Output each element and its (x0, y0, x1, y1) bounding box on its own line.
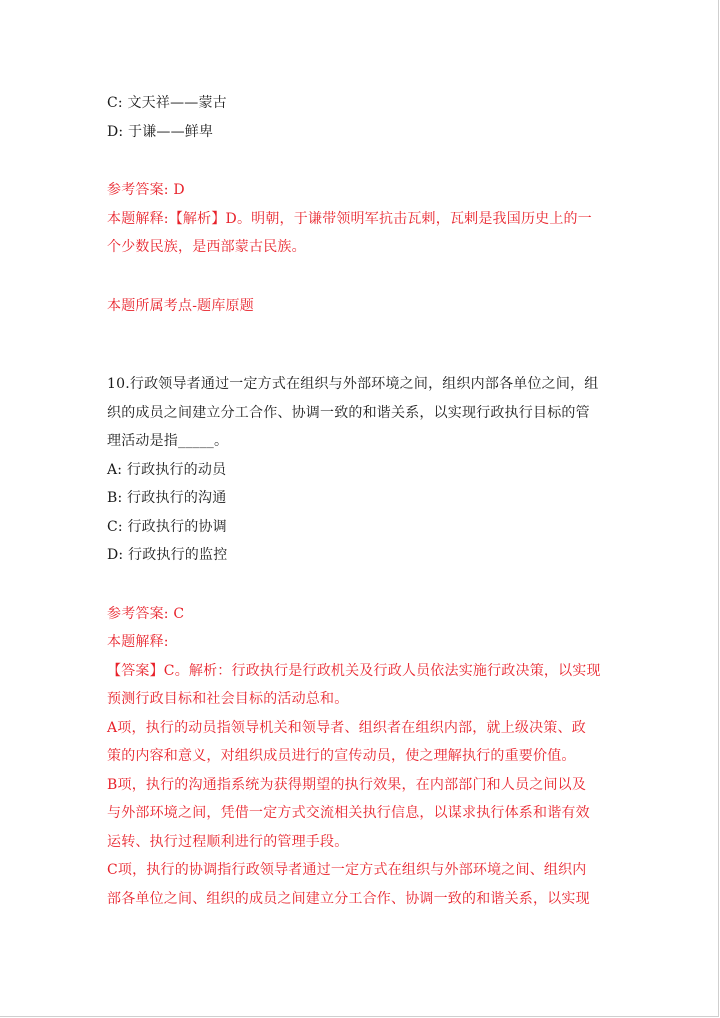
q10-explanation-line-9: 部各单位之间、组织的成员之间建立分工合作、协调一致的和谐关系，以实现 (107, 890, 590, 907)
q10-reference-answer: 参考答案: C (107, 605, 185, 622)
q9-option-d: D: 于谦——鲜卑 (107, 123, 214, 140)
q10-explanation-line-1: 【答案】C。解析：行政执行是行政机关及行政人员依法实施行政决策，以实现 (107, 662, 601, 679)
q10-explanation-line-3: A项，执行的动员指领导机关和领导者、组织者在组织内部，就上级决策、政 (107, 719, 586, 736)
q10-explanation-line-4: 策的内容和意义，对组织成员进行的宣传动员，使之理解执行的重要价值。 (107, 748, 576, 764)
page-content (107, 89, 617, 913)
q10-option-d: D: 行政执行的监控 (107, 547, 228, 563)
q10-explanation-line-5: B项，执行的沟通指系统为获得期望的执行效果，在内部部门和人员之间以及 (107, 776, 587, 793)
q10-option-a: A: 行政执行的动员 (107, 461, 227, 478)
q9-reference-answer: 参考答案: D (107, 182, 185, 198)
q10-explanation-line-6: 与外部环境之间，凭借一定方式交流相关执行信息，以谋求执行体系和谐有效 (107, 805, 590, 821)
q10-stem-line-2: 织的成员之间建立分工合作、协调一致的和谐关系，以实现行政执行目标的管 (107, 404, 590, 421)
q10-stem-line-3: 理活动是指_____。 (107, 433, 229, 449)
q10-option-c: C: 行政执行的协调 (107, 518, 227, 535)
q10-option-b: B: 行政执行的沟通 (107, 490, 227, 506)
q10-explanation-line-2: 预测行政目标和社会目标的活动总和。 (107, 691, 349, 707)
q10-explanation-label: 本题解释: (107, 634, 169, 650)
q10-explanation-line-8: C项，执行的协调指行政领导者通过一定方式在组织与外部环境之间、组织内 (107, 862, 587, 878)
q9-source-note: 本题所属考点-题库原题 (107, 297, 254, 314)
q9-option-c: C: 文天祥——蒙古 (107, 95, 227, 111)
q10-explanation-line-7: 运转、执行过程顺利进行的管理手段。 (107, 833, 349, 850)
q9-explanation-line-1: 本题解释:【解析】D。明朝，于谦带领明军抗击瓦剌，瓦剌是我国历史上的一 (107, 210, 592, 227)
q9-explanation-line-2: 个少数民族，是西部蒙古民族。 (107, 239, 306, 255)
q10-stem-line-1: 10.行政领导者通过一定方式在组织与外部环境之间，组织内部各单位之间，组 (107, 376, 599, 392)
